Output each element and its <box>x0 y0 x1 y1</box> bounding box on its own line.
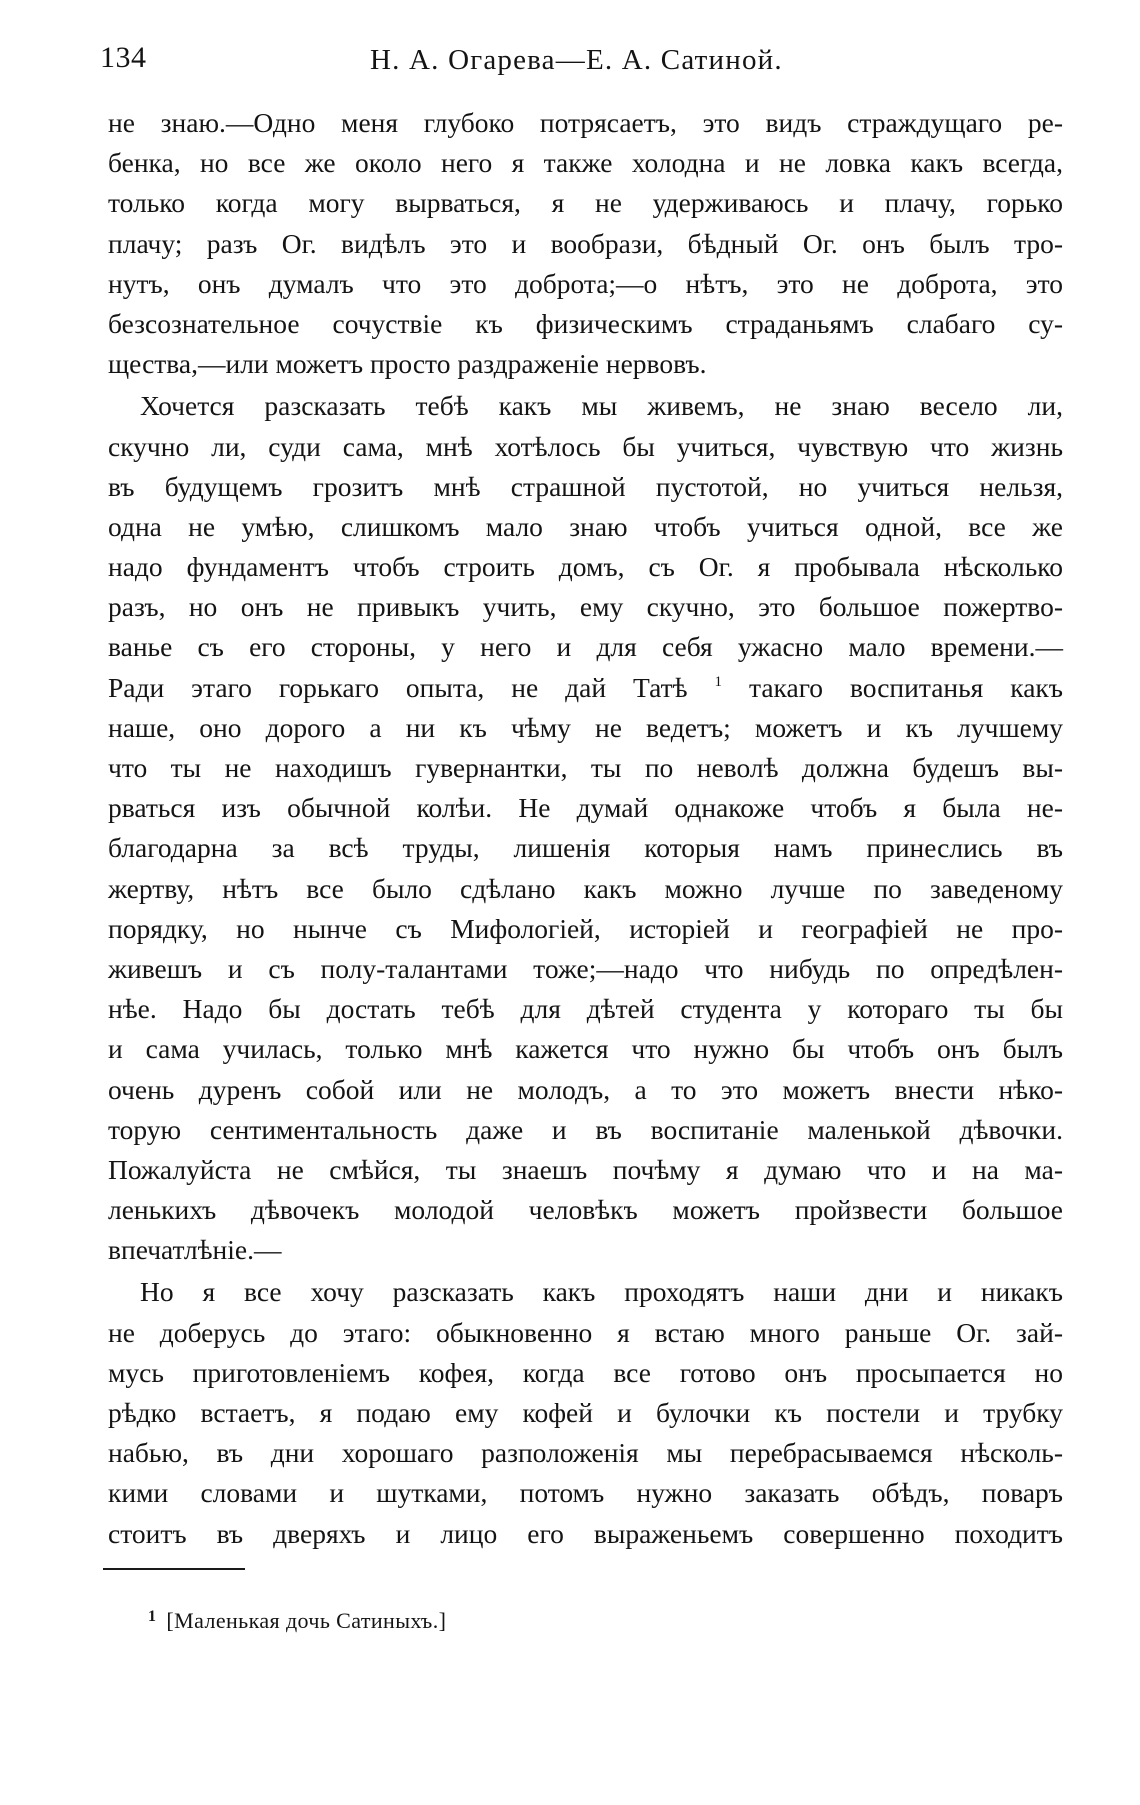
text-line-with-note <box>108 668 1063 708</box>
text-line: мусь приготовленіемъ кофея, когда все готово онъ просыпается но <box>108 1356 1063 1388</box>
text-line: и сама училась, только мнѣ кажется что нужно бы чтобъ онъ былъ <box>108 1033 1063 1065</box>
text-line: безсознательное сочуствіе къ физическимъ страданьямъ слабаго су- <box>108 307 1063 339</box>
text-line: одна не умѣю, слишкомъ мало знаю чтобъ учиться одной, все же <box>108 510 1063 542</box>
text-line: Пожалуйста не смѣйся, ты знаешъ почѣму я думаю что и на ма- <box>108 1153 1063 1185</box>
text-line: рваться изъ обычной колѣи. Не думай однакоже чтобъ я была не- <box>108 792 1063 824</box>
footnote-marker: 1 <box>714 673 723 690</box>
paragraph-2 <box>108 386 1063 1270</box>
text-line: скучно ли, суди сама, мнѣ хотѣлось бы учиться, чувствую что жизнь <box>108 430 1063 462</box>
text-line: щества,—или можетъ просто раздраженіе нервовъ. <box>108 348 707 380</box>
footnote-divider <box>103 1568 245 1570</box>
footnote-number: 1 <box>148 1608 157 1625</box>
letter-body <box>108 103 1063 1554</box>
text-line: нѣе. Надо бы достать тебѣ для дѣтей студента у котораго ты бы <box>108 993 1063 1025</box>
text-line: нутъ, онъ думалъ что это доброта;—о нѣтъ, это не доброта, это <box>108 267 1063 299</box>
text-line: набью, въ дни хорошаго разположенія мы перебрасываемся нѣсколь- <box>108 1437 1063 1469</box>
text-line: рѣдко встаетъ, я подаю ему кофей и булочки къ постели и трубку <box>108 1397 1063 1428</box>
page-number: 134 <box>100 41 147 74</box>
text-line: не знаю.—Одно меня глубоко потрясаетъ, это видъ страждущаго ре- <box>108 107 1063 138</box>
text-line: живешъ и съ полу-талантами тоже;—надо что нибудь по опредѣлен- <box>108 952 1063 984</box>
text-line: въ будущемъ грозитъ мнѣ страшной пустотой, но учиться нельзя, <box>108 470 1063 502</box>
text-line: стоитъ въ дверяхъ и лицо его выраженьемъ совершенно походитъ <box>108 1517 1063 1549</box>
paragraph-3 <box>108 1272 1063 1553</box>
paragraph-1 <box>108 103 1063 384</box>
text-line: ленькихъ дѣвочекъ молодой человѣкъ можетъ пройзвести большое <box>108 1194 1063 1226</box>
footnote-text: [Маленькая дочь Сатиныхъ.] <box>166 1608 447 1633</box>
text-line: Хочется разсказать тебѣ какъ мы живемъ, не знаю весело ли, <box>140 390 1063 422</box>
text-line: очень дуренъ собой или не молодъ, а то это можетъ внести нѣко- <box>108 1073 1063 1105</box>
text-line: надо фундаментъ чтобъ строить домъ, съ Ог. я пробывала нѣсколько <box>108 551 1063 583</box>
text-line: Но я все хочу разсказать какъ проходятъ наши дни и никакъ <box>140 1276 1063 1308</box>
running-head: Н. А. Огарева—Е. А. Сатиной. <box>370 44 783 76</box>
text-line: плачу; разъ Ог. видѣлъ это и вообрази, бѣдный Ог. онъ былъ тро- <box>108 227 1063 259</box>
text-line: только когда могу вырваться, я не удерживаюсь и плачу, горько <box>108 187 1063 219</box>
text-line: впечатлѣніе.— <box>108 1234 282 1266</box>
text-line: кими словами и шутками, потомъ нужно заказать обѣдъ, поваръ <box>108 1477 1063 1509</box>
text-line: торую сентиментальность даже и въ воспитаніе маленькой дѣвочки. <box>108 1113 1063 1145</box>
footnote <box>148 1600 446 1638</box>
text-line: не доберусь до этаго: обыкновенно я встаю много раньше Ог. зай- <box>108 1316 1063 1348</box>
text-line: жертву, нѣтъ все было сдѣлано какъ можно лучше по заведеному <box>108 872 1063 904</box>
text-line: что ты не находишъ гувернантки, ты по неволѣ должна будешъ вы- <box>108 752 1063 783</box>
text-line: благодарна за всѣ труды, лишенія которыя намъ принеслись въ <box>108 832 1063 864</box>
text-line: бенка, но все же около него я также холодна и не ловка какъ всегда, <box>108 147 1063 179</box>
text-line: порядку, но нынче съ Мифологіей, исторіей и географіей не про- <box>108 912 1063 944</box>
line-head: Ради этаго горькаго опыта, не дай Татѣ <box>108 671 688 703</box>
text-line: ванье съ его стороны, у него и для себя ужасно мало времени.— <box>108 631 1063 663</box>
text-line: наше, оно дорого а ни къ чѣму не ведетъ; можетъ и къ лучшему <box>108 711 1063 743</box>
text-line: разъ, но онъ не привыкъ учить, ему скучно, это большое пожертво- <box>108 591 1063 623</box>
line-tail: такаго воспитанья какъ <box>748 671 1064 703</box>
